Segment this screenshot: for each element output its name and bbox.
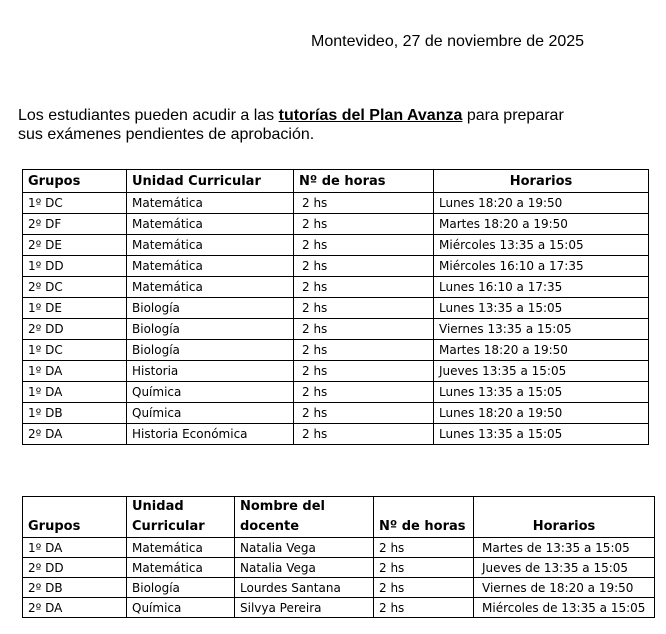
docente-cell: Natalia Vega [235, 558, 374, 578]
header-horarios: Horarios [474, 497, 655, 538]
intro-text-after: para preparar sus exámenes pendientes de aprobación. [18, 107, 564, 143]
table-row [23, 361, 649, 382]
horario-cell: Lunes 13:35 a 15:05 [434, 382, 649, 403]
grupo-cell: 2º DD [23, 319, 127, 340]
unidad-curricular-cell: Química [127, 382, 294, 403]
grupo-cell: 2º DB [23, 578, 127, 598]
grupo-cell: 2º DA [23, 424, 127, 445]
horario-cell: Lunes 18:20 a 19:50 [434, 193, 649, 214]
unidad-curricular-cell: Biología [127, 340, 294, 361]
unidad-curricular-cell: Química [127, 598, 235, 618]
table-row [23, 235, 649, 256]
docente-cell: Natalia Vega [235, 538, 374, 558]
header-grupos: Grupos [23, 170, 127, 193]
table-row [23, 298, 649, 319]
horario-cell: Viernes de 18:20 a 19:50 [474, 578, 655, 598]
table-row [23, 214, 649, 235]
tutorias-table [22, 169, 649, 445]
header-horarios: Horarios [434, 170, 649, 193]
header-horas: Nº de horas [294, 170, 434, 193]
horas-cell: 2 hs [294, 382, 434, 403]
horario-cell: Miércoles de 13:35 a 15:05 [474, 598, 655, 618]
table-row [23, 319, 649, 340]
horas-cell: 2 hs [294, 298, 434, 319]
grupo-cell: 1º DC [23, 193, 127, 214]
table-row [23, 558, 655, 578]
horario-cell: Lunes 18:20 a 19:50 [434, 403, 649, 424]
horario-cell: Martes 18:20 a 19:50 [434, 214, 649, 235]
grupo-cell: 1º DE [23, 298, 127, 319]
unidad-curricular-cell: Matemática [127, 256, 294, 277]
horas-cell: 2 hs [294, 319, 434, 340]
table-row [23, 578, 655, 598]
unidad-curricular-cell: Biología [127, 319, 294, 340]
horas-cell: 2 hs [374, 538, 474, 558]
table-header-row [23, 170, 649, 193]
table-row [23, 382, 649, 403]
intro-highlight: tutorías del Plan Avanza [278, 107, 463, 124]
unidad-curricular-cell: Matemática [127, 277, 294, 298]
horas-cell: 2 hs [294, 361, 434, 382]
docente-cell: Lourdes Santana [235, 578, 374, 598]
unidad-curricular-cell: Química [127, 403, 294, 424]
horario-cell: Miércoles 16:10 a 17:35 [434, 256, 649, 277]
horas-cell: 2 hs [294, 424, 434, 445]
grupo-cell: 1º DB [23, 403, 127, 424]
horas-cell: 2 hs [294, 256, 434, 277]
unidad-curricular-cell: Matemática [127, 214, 294, 235]
table-header-row [23, 497, 655, 538]
grupo-cell: 2º DC [23, 277, 127, 298]
docente-cell: Silvya Pereira [235, 598, 374, 618]
grupo-cell: 2º DD [23, 558, 127, 578]
table-row [23, 277, 649, 298]
table-body [23, 538, 655, 618]
grupo-cell: 1º DC [23, 340, 127, 361]
unidad-curricular-cell: Matemática [127, 558, 235, 578]
header-unidad-curricular: Unidad Curricular [127, 170, 294, 193]
horario-cell: Lunes 13:35 a 15:05 [434, 298, 649, 319]
table-row [23, 424, 649, 445]
header-unidad-curricular-text: Unidad Curricular [132, 499, 205, 534]
table-row [23, 340, 649, 361]
table-row [23, 403, 649, 424]
unidad-curricular-cell: Matemática [127, 538, 235, 558]
unidad-curricular-cell: Matemática [127, 193, 294, 214]
table-row [23, 598, 655, 618]
grupo-cell: 2º DA [23, 598, 127, 618]
intro-paragraph [18, 106, 578, 144]
horas-cell: 2 hs [294, 214, 434, 235]
grupo-cell: 1º DA [23, 361, 127, 382]
unidad-curricular-cell: Historia Económica [127, 424, 294, 445]
horario-cell: Viernes 13:35 a 15:05 [434, 319, 649, 340]
header-nombre-docente-text: Nombre del docente [240, 499, 325, 534]
grupo-cell: 2º DF [23, 214, 127, 235]
unidad-curricular-cell: Historia [127, 361, 294, 382]
grupo-cell: 1º DA [23, 538, 127, 558]
header-nombre-docente [235, 497, 374, 538]
table-row [23, 256, 649, 277]
date-line: Montevideo, 27 de noviembre de 2025 [311, 33, 585, 50]
horario-cell: Martes de 13:35 a 15:05 [474, 538, 655, 558]
grupo-cell: 1º DA [23, 382, 127, 403]
horario-cell: Martes 18:20 a 19:50 [434, 340, 649, 361]
intro-text-before: Los estudiantes pueden acudir a las [18, 107, 279, 124]
unidad-curricular-cell: Biología [127, 298, 294, 319]
table-row [23, 193, 649, 214]
horas-cell: 2 hs [294, 193, 434, 214]
horas-cell: 2 hs [294, 340, 434, 361]
horas-cell: 2 hs [374, 558, 474, 578]
unidad-curricular-cell: Matemática [127, 235, 294, 256]
horario-cell: Jueves 13:35 a 15:05 [434, 361, 649, 382]
table-body [23, 193, 649, 445]
table-row [23, 538, 655, 558]
header-grupos: Grupos [23, 497, 127, 538]
horas-cell: 2 hs [294, 403, 434, 424]
grupo-cell: 2º DE [23, 235, 127, 256]
header-horas: Nº de horas [374, 497, 474, 538]
horas-cell: 2 hs [374, 598, 474, 618]
header-unidad-curricular [127, 497, 235, 538]
horas-cell: 2 hs [294, 277, 434, 298]
grupo-cell: 1º DD [23, 256, 127, 277]
unidad-curricular-cell: Biología [127, 578, 235, 598]
horario-cell: Lunes 16:10 a 17:35 [434, 277, 649, 298]
horario-cell: Jueves de 13:35 a 15:05 [474, 558, 655, 578]
docentes-table [22, 496, 655, 618]
horario-cell: Lunes 13:35 a 15:05 [434, 424, 649, 445]
horas-cell: 2 hs [374, 578, 474, 598]
horas-cell: 2 hs [294, 235, 434, 256]
horario-cell: Miércoles 13:35 a 15:05 [434, 235, 649, 256]
